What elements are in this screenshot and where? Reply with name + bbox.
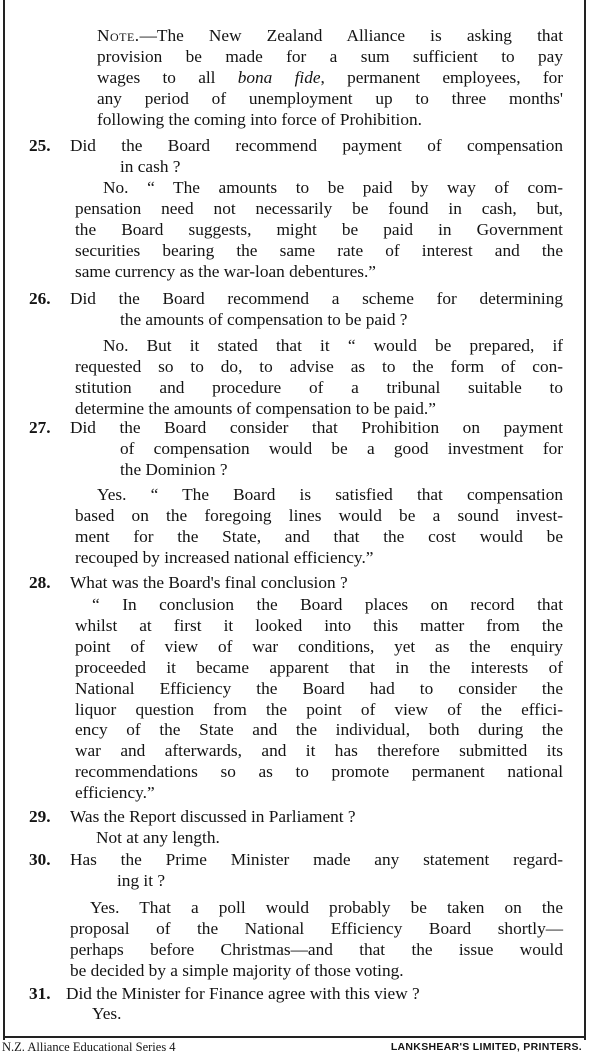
answer-line: whilst at first it looked into this matter from the <box>75 615 563 635</box>
note-line: following the coming into force of Prohibition. <box>97 109 422 129</box>
question-27-cont <box>120 439 563 481</box>
question-line: ing it ? <box>117 871 165 890</box>
question-number: 25. <box>29 136 51 155</box>
question-number: 29. <box>29 807 51 826</box>
question-number: 28. <box>29 573 51 592</box>
question-26 <box>70 289 563 310</box>
answer-27 <box>75 485 563 569</box>
question-25-cont <box>120 157 563 178</box>
question-line: the amounts of compensation to be paid ? <box>120 310 408 329</box>
answer-line: liquor question from the point of view of the effici- <box>75 699 563 719</box>
answer-line: pensation need not necessarily be found in cash, but, <box>75 198 563 218</box>
question-31 <box>66 984 563 1005</box>
answer-line: recouped by increased national efficiency.” <box>75 547 374 567</box>
answer-31 <box>92 1004 562 1025</box>
answer-line: perhaps before Christmas—and that the issue would <box>70 939 563 959</box>
answer-line: requested so to do, to advise as to the form of con- <box>75 356 563 376</box>
answer-line: proceeded it became apparent that in the interests of <box>75 657 563 677</box>
answer-line: Yes. <box>92 1004 122 1023</box>
note-line-part: wages to all <box>97 67 238 87</box>
question-number: 26. <box>29 289 51 308</box>
answer-line: No. “ The amounts to be paid by way of com- <box>103 178 563 197</box>
question-number: 31. <box>29 984 51 1003</box>
question-number: 30. <box>29 850 51 869</box>
question-line: Did the Minister for Finance agree with this view ? <box>66 984 420 1003</box>
answer-line: ment for the State, and that the cost would be <box>75 526 563 546</box>
note-line: provision be made for a sum sufficient to pay <box>97 46 563 66</box>
bottom-border-rule <box>3 1036 586 1038</box>
question-30-cont <box>117 871 563 892</box>
question-line: Did the Board recommend payment of compensation <box>70 136 563 155</box>
question-line: of compensation would be a good investment for <box>120 439 563 458</box>
question-line: in cash ? <box>120 157 181 176</box>
note-label: Note. <box>97 26 140 45</box>
question-26-cont <box>120 310 563 331</box>
answer-28 <box>75 595 563 804</box>
answer-line: be decided by a simple majority of those voting. <box>70 960 404 980</box>
footer-series-label: N.Z. Alliance Educational Series 4 <box>2 1040 176 1054</box>
answer-line: same currency as the war-loan debentures.” <box>75 261 376 281</box>
question-28 <box>70 573 563 594</box>
answer-line: Not at any length. <box>96 828 220 847</box>
answer-line: efficiency.” <box>75 783 155 803</box>
answer-line: based on the foregoing lines would be a sound invest- <box>75 505 563 525</box>
answer-line: proposal of the National Efficiency Board shortly— <box>70 918 563 938</box>
question-line: What was the Board's final conclusion ? <box>70 573 348 592</box>
question-number: 27. <box>29 418 51 437</box>
answer-line: war and afterwards, and it has therefore submitted its <box>75 741 563 761</box>
question-30 <box>70 850 563 871</box>
question-line: Was the Report discussed in Parliament ? <box>70 807 356 826</box>
answer-line: recommendations so as to promote permanent national <box>75 762 563 782</box>
answer-line: No. But it stated that it “ would be prepared, if <box>103 336 563 355</box>
question-25 <box>70 136 563 157</box>
answer-30 <box>70 898 563 982</box>
answer-line: ency of the State and the individual, both during the <box>75 720 563 740</box>
answer-line: point of view of war conditions, yet as the enquiry <box>75 636 563 656</box>
answer-line: securities bearing the same rate of interest and the <box>75 240 563 260</box>
answer-line: determine the amounts of compensation to be paid.” <box>75 398 436 418</box>
answer-line: Yes. “ The Board is satisfied that compensation <box>97 485 563 504</box>
question-29 <box>70 807 563 828</box>
question-27 <box>70 418 563 439</box>
answer-25 <box>75 178 563 283</box>
answer-26 <box>75 336 563 420</box>
note-italic: bona fide <box>237 67 321 87</box>
note-line: any period of unemployment up to three months' <box>97 88 563 108</box>
answer-line: “ In conclusion the Board places on record that <box>92 595 563 614</box>
answer-line: the Board suggests, might be paid in Government <box>75 219 563 239</box>
note-line: —The New Zealand Alliance is asking that <box>139 26 563 45</box>
note-paragraph: Note.—The New Zealand Alliance is asking that provision be made for a sum sufficient to pay wages to all bona fide, permanent employees, for any period of unemployment up to three months' following the coming into force of Prohibition. <box>97 26 563 129</box>
question-line: Has the Prime Minister made any statement regard- <box>70 850 563 869</box>
answer-29 <box>96 828 563 849</box>
answer-line: National Efficiency the Board had to consider the <box>75 678 563 698</box>
question-line: Did the Board consider that Prohibition on payment <box>70 418 563 437</box>
footer-printer-label: LANKSHEAR'S LIMITED, PRINTERS. <box>390 1041 582 1053</box>
answer-line: Yes. That a poll would probably be taken on the <box>90 898 563 917</box>
question-line: the Dominion ? <box>120 459 228 479</box>
answer-line: stitution and procedure of a tribunal suitable to <box>75 377 563 397</box>
question-line: Did the Board recommend a scheme for determining <box>70 289 563 308</box>
